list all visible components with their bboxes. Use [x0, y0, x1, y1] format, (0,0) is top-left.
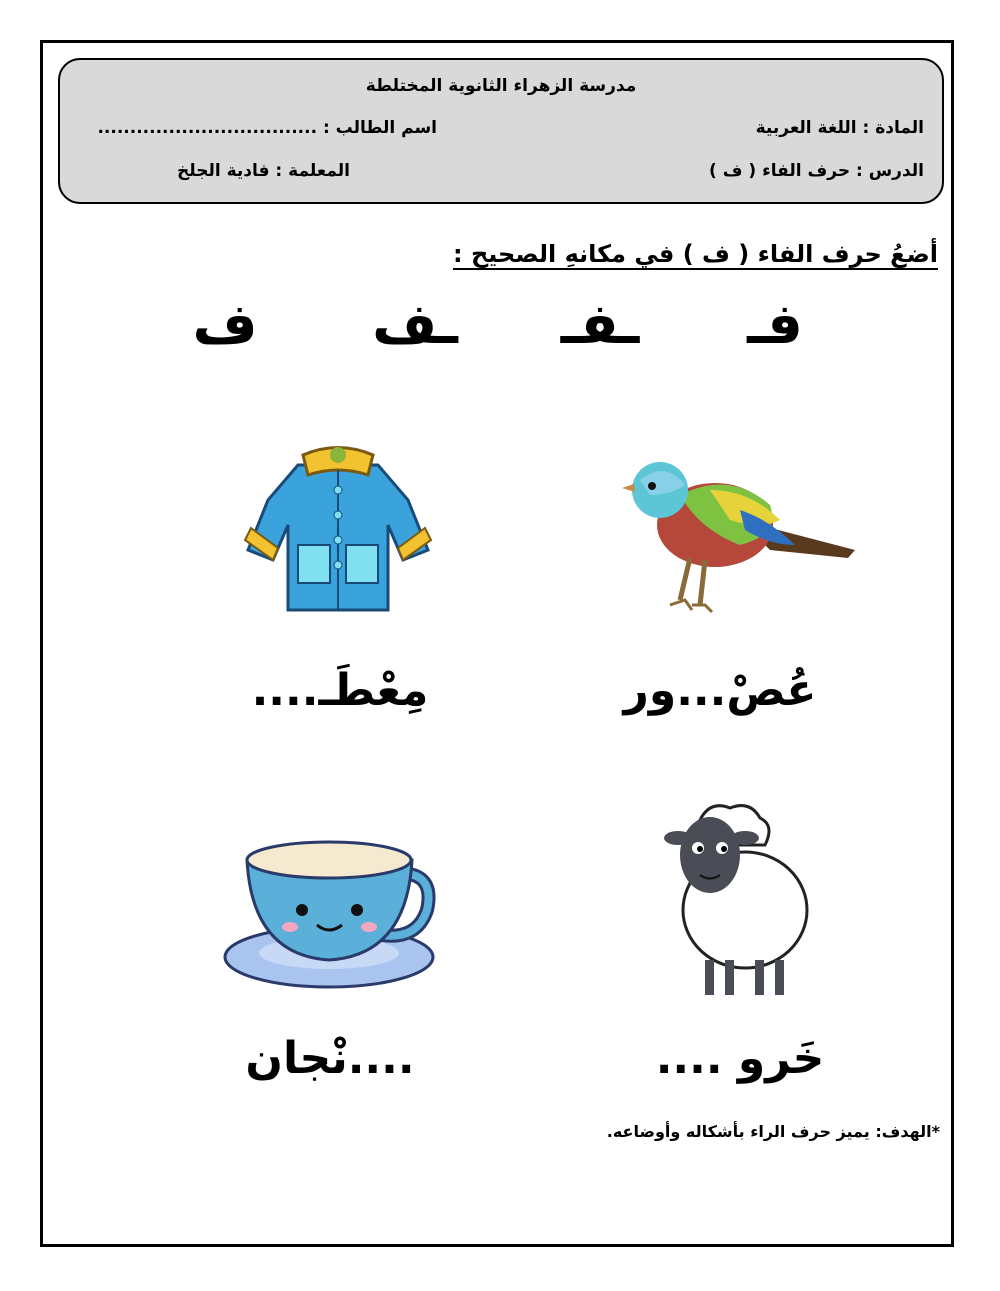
word-sheep: خَرو ....: [655, 1033, 825, 1084]
lesson-label: الدرس : حرف الفاء ( ف ): [709, 161, 924, 181]
letter-form-medial: ـفـ: [560, 292, 640, 357]
header-box: [58, 58, 944, 204]
goal-note: *الهدف: يميز حرف الراء بأشكاله وأوضاعه.: [606, 1122, 940, 1141]
letter-form-initial: فـ: [747, 292, 803, 357]
letter-form-isolated: ف: [192, 292, 258, 357]
coat-icon: [243, 440, 433, 620]
bird-icon: [620, 450, 860, 620]
instruction-heading: أضعُ حرف الفاء ( ف ) في مكانهِ الصحيح :: [453, 240, 938, 268]
word-bird: عُصْ...ور: [623, 665, 817, 716]
letter-form-final: ـف: [372, 292, 458, 357]
word-cup: ....نْجان: [245, 1033, 415, 1084]
school-name: مدرسة الزهراء الثانوية المختلطة: [365, 76, 637, 96]
cup-icon: [222, 835, 437, 995]
student-name-field: اسم الطالب : ..................................: [97, 118, 437, 138]
sheep-icon: [650, 800, 810, 1000]
teacher-label: المعلمة : فادية الجلخ: [177, 161, 350, 181]
word-coat: مِعْطَـ....: [251, 665, 429, 716]
subject-label: المادة : اللغة العربية: [755, 118, 924, 138]
